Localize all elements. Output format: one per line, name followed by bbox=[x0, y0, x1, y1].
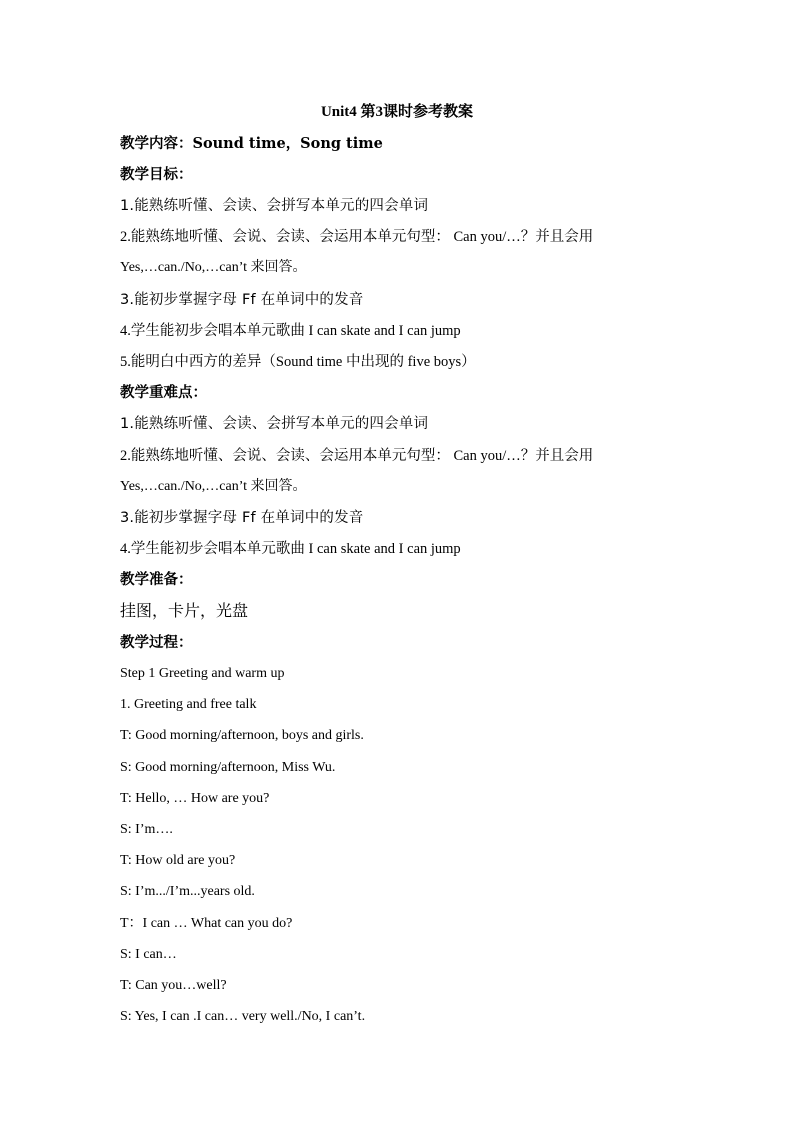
section-key-points-heading: 教学重难点： bbox=[120, 384, 207, 401]
key-point-item: 1.能熟练听懂、会读、会拼写本单元的四会单词 bbox=[120, 416, 429, 432]
preparation-materials: 挂图，卡片，光盘 bbox=[120, 601, 249, 620]
dialogue-line: S: I’m.../I’m...years old. bbox=[120, 884, 255, 899]
objective-item: 5.能明白中西方的差异（Sound time 中出现的 five boys） bbox=[120, 354, 476, 370]
section-preparation-heading: 教学准备： bbox=[120, 571, 193, 588]
dialogue-line: T：I can … What can you do? bbox=[120, 916, 293, 931]
dialogue-line: S: Good morning/afternoon, Miss Wu. bbox=[120, 760, 336, 775]
section-content-heading: 教学内容：Sound time，Song time bbox=[120, 135, 383, 152]
document-title: Unit4 第3课时参考教案 bbox=[320, 104, 474, 120]
key-point-item: 3.能初步掌握字母 Ff 在单词中的发音 bbox=[120, 510, 364, 526]
dialogue-line: T: Can you…well? bbox=[120, 978, 227, 993]
dialogue-line: T: How old are you? bbox=[120, 853, 236, 868]
objective-item: 1.能熟练听懂、会读、会拼写本单元的四会单词 bbox=[120, 198, 429, 214]
section-process-heading: 教学过程： bbox=[120, 634, 193, 651]
dialogue-line: S: I’m…. bbox=[120, 822, 173, 837]
objective-item: 3.能初步掌握字母 Ff 在单词中的发音 bbox=[120, 292, 364, 308]
dialogue-line: T: Hello, … How are you? bbox=[120, 791, 270, 806]
section-objectives-heading: 教学目标： bbox=[120, 166, 193, 183]
key-point-item: 2.能熟练地听懂、会说、会读、会运用本单元句型： Can you/…？并且会用 bbox=[120, 448, 594, 464]
objective-item: 2.能熟练地听懂、会说、会读、会运用本单元句型： Can you/…？并且会用 bbox=[120, 229, 594, 245]
step-heading: Step 1 Greeting and warm up bbox=[120, 666, 285, 681]
key-point-item-continuation: Yes,…can./No,…can’t 来回答。 bbox=[120, 479, 307, 494]
step-subheading: 1. Greeting and free talk bbox=[120, 697, 257, 712]
dialogue-line: T: Good morning/afternoon, boys and girls. bbox=[120, 728, 364, 743]
objective-item-continuation: Yes,…can./No,…can’t 来回答。 bbox=[120, 260, 307, 275]
dialogue-line: S: I can… bbox=[120, 947, 177, 962]
key-point-item: 4.学生能初步会唱本单元歌曲 I can skate and I can jump bbox=[120, 541, 461, 557]
dialogue-line: S: Yes, I can .I can… very well./No, I can’t. bbox=[120, 1009, 366, 1024]
objective-item: 4.学生能初步会唱本单元歌曲 I can skate and I can jump bbox=[120, 323, 461, 339]
